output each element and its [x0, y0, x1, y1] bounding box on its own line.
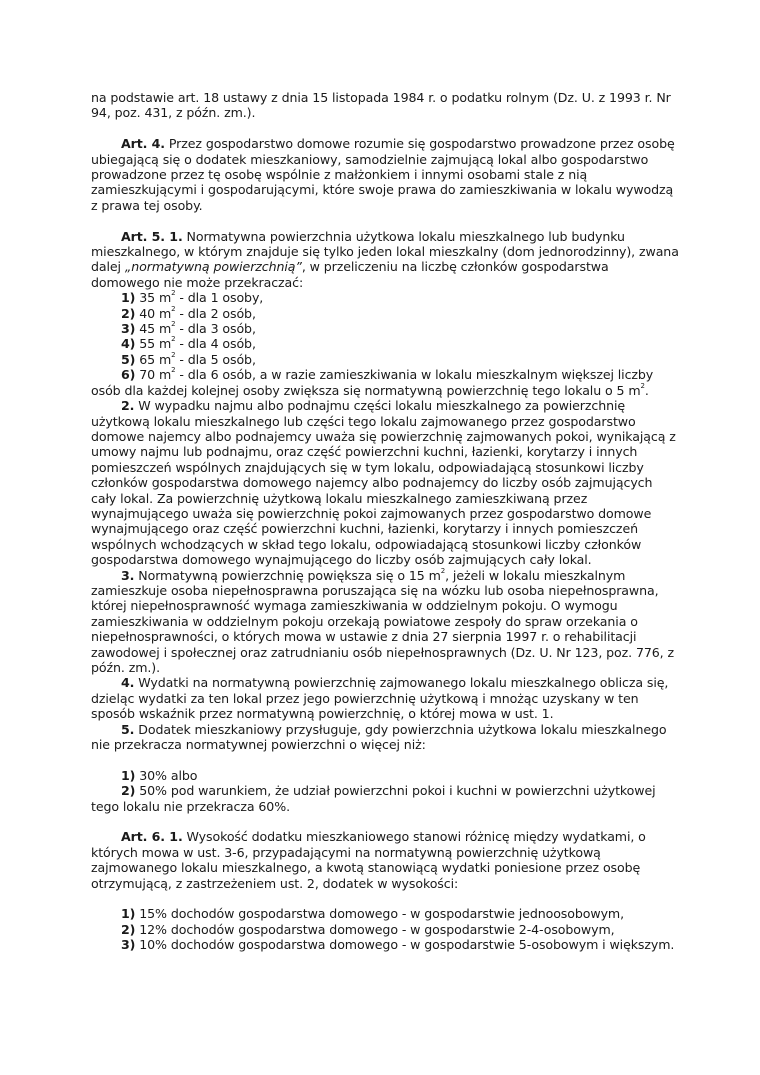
item-text: 50% pod warunkiem, że udział powierzchni pokoi i kuchni w powierzchni użytkowej tego lokalu nie przekracza 60%. — [91, 783, 656, 814]
item-number: 2) — [121, 921, 136, 937]
superscript: 2 — [171, 350, 176, 359]
article-4 — [91, 136, 681, 213]
superscript: 2 — [171, 304, 176, 313]
paragraph-number: 5. — [121, 721, 135, 737]
item-number: 1) — [121, 906, 136, 922]
list-item — [91, 336, 681, 351]
item-text: 10% dochodów gospodarstwa domowego - w gospodarstwie 5-osobowym i większym. — [135, 937, 675, 953]
item-text: - dla 6 osób, a w razie zamieszkiwania w lokalu mieszkalnym większej liczby osób dla każdej kolejnej osoby zwiększa się normatywną powierzchnię tego lokalu o 5 m — [91, 367, 654, 398]
list-item — [91, 906, 681, 921]
paragraph-text: , jeżeli w lokalu mieszkalnym zamieszkuje osoba niepełnosprawna poruszająca się na wózku lub osoba niepełnosprawna, której niepełnosprawność wymaga zamieszkiwania w oddzielnym pokoju. O wymogu zamieszkiwania w oddzielnym pokoju orzekają powiatowe zespoły do spraw orzekania o niepełnosprawności, o których mowa w ustawie z dnia 27 sierpnia 1997 r. o rehabilitacji zawodowej i społecznej oraz zatrudnianiu osób niepełnosprawnych (Dz. U. Nr 123, poz. 776, z późn. zm.). — [91, 567, 675, 675]
item-number: 2) — [121, 783, 136, 799]
item-text: - dla 2 osób, — [175, 305, 256, 321]
paragraph-text: Normatywna powierzchnia użytkowa lokalu mieszkalnego lub budynku mieszkalnego, w którym znajduje się tylko jeden lokal mieszkalny (dom jednorodzinny), zwana dalej — [91, 228, 679, 275]
item-text: 45 m — [135, 321, 172, 337]
list-item — [91, 768, 681, 783]
list-item — [91, 306, 681, 321]
list-item — [91, 290, 681, 305]
paragraph-text: Wydatki na normatywną powierzchnię zajmowanego lokalu mieszkalnego oblicza się, dzieląc wydatki za ten lokal przez jego powierzchnię użytkową i mnożąc uzyskany w ten sposób wskaźnik przez normatywną powierzchnię, o której mowa w ust. 1. — [91, 675, 669, 722]
article-label: Art. 5. 1. — [121, 228, 183, 244]
article-label: Art. 4. — [121, 136, 165, 152]
article-5-ust-3 — [91, 568, 681, 676]
item-text: - dla 5 osób, — [175, 351, 256, 367]
item-text: 35 m — [135, 290, 172, 306]
item-text: 65 m — [135, 351, 172, 367]
item-text: - dla 1 osoby, — [175, 290, 264, 306]
item-number: 1) — [121, 290, 136, 306]
document-page — [91, 90, 681, 953]
superscript: 2 — [171, 366, 176, 375]
item-number: 4) — [121, 336, 136, 352]
paragraph-text: W wypadku najmu albo podnajmu części lokalu mieszkalnego za powierzchnię użytkową lokalu mieszkalnego lub części tego lokalu zajmowanego przez gospodarstwo domowe najemcy albo podnajemcy uważa się powierzchnię zajmowanych pokoi, wynikającą z umowy najmu lub podnajmu, oraz część powierzchni kuchni, łazienki, korytarzy i innych pomieszczeń wspólnych znajdujących się w tym lokalu, odpowiadającą stosunkowi liczby członków gospodarstwa domowego najemcy albo podnajemcy do liczby osób zajmujących cały lokal. Za powierzchnię użytkową lokalu mieszkalnego zamieszkiwaną przez wynajmującego uważa się powierzchnię pokoi zajmowanych przez gospodarstwo domowe wynajmującego oraz część powierzchni kuchni, łazienki, korytarzy i innych pomieszczeń wspólnych wchodzących w skład tego lokalu, odpowiadającą stosunkowi liczby członków gospodarstwa domowego wynajmującego do liczby osób zajmujących cały lokal. — [91, 398, 676, 568]
list-item — [91, 367, 681, 398]
list-item — [91, 352, 681, 367]
paragraph-number: 4. — [121, 675, 135, 691]
superscript: 2 — [640, 381, 645, 390]
paragraph-text: Wysokość dodatku mieszkaniowego stanowi różnicę między wydatkami, o których mowa w ust. 3-6, przypadającymi na normatywną powierzchnię użytkową zajmowanego lokalu mieszkalnego, a kwotą stanowiącą wydatki poniesione przez osobę otrzymującą, z zastrzeżeniem ust. 2, dodatek w wysokości: — [91, 829, 646, 891]
article-6-ust-1 — [91, 829, 681, 891]
item-text: - dla 3 osób, — [175, 321, 256, 337]
list-item — [91, 783, 681, 814]
item-text: . — [644, 382, 649, 398]
list-item — [91, 321, 681, 336]
item-number: 3) — [121, 321, 136, 337]
item-number: 2) — [121, 305, 136, 321]
item-number: 1) — [121, 767, 136, 783]
article-5-ust-4 — [91, 675, 681, 721]
item-text: - dla 4 osób, — [175, 336, 256, 352]
article-label: Art. 6. 1. — [121, 829, 183, 845]
list-item — [91, 922, 681, 937]
item-text: 40 m — [135, 305, 172, 321]
article-text: Przez gospodarstwo domowe rozumie się gospodarstwo prowadzone przez osobę ubiegającą się o dodatek mieszkaniowy, samodzielnie zajmującą lokal albo gospodarstwo prowadzone przez tę osobę wspólnie z małżonkiem i innymi osobami stale z nią zamieszkującymi i gospodarującymi, które swoje prawa do zamieszkiwania w lokalu wywodzą z prawa tej osoby. — [91, 136, 675, 213]
spacer — [91, 213, 681, 228]
article-5-ust-1 — [91, 229, 681, 291]
superscript: 2 — [171, 320, 176, 329]
item-text: 30% albo — [135, 767, 198, 783]
intro-paragraph: na podstawie art. 18 ustawy z dnia 15 listopada 1984 r. o podatku rolnym (Dz. U. z 1993 r. Nr 94, poz. 431, z późn. zm.). — [91, 90, 671, 121]
article-5-ust-5 — [91, 722, 681, 753]
spacer — [91, 891, 681, 906]
item-number: 3) — [121, 937, 136, 953]
list-item — [91, 937, 681, 952]
item-text: 12% dochodów gospodarstwa domowego - w gospodarstwie 2-4-osobowym, — [135, 921, 615, 937]
paragraph-text: , w przeliczeniu na liczbę członków gospodarstwa domowego nie może przekraczać: — [91, 259, 609, 290]
paragraph-text: Normatywną powierzchnię powiększa się o 15 m — [134, 567, 441, 583]
item-number: 5) — [121, 351, 136, 367]
defined-term: „normatywną powierzchnią” — [124, 259, 302, 275]
article-5-ust-2 — [91, 398, 681, 567]
paragraph-text: Dodatek mieszkaniowy przysługuje, gdy powierzchnia użytkowa lokalu mieszkalnego nie przekracza normatywnej powierzchni o więcej niż: — [91, 721, 667, 753]
item-text: 55 m — [135, 336, 172, 352]
item-text: 70 m — [135, 367, 172, 383]
spacer — [91, 752, 681, 767]
superscript: 2 — [171, 289, 176, 298]
spacer — [91, 814, 681, 829]
paragraph-number: 3. — [121, 567, 135, 583]
item-number: 6) — [121, 367, 136, 383]
spacer — [91, 121, 681, 136]
superscript: 2 — [171, 335, 176, 344]
paragraph-number: 2. — [121, 398, 135, 414]
item-text: 15% dochodów gospodarstwa domowego - w gospodarstwie jednoosobowym, — [135, 906, 625, 922]
superscript: 2 — [440, 566, 446, 575]
